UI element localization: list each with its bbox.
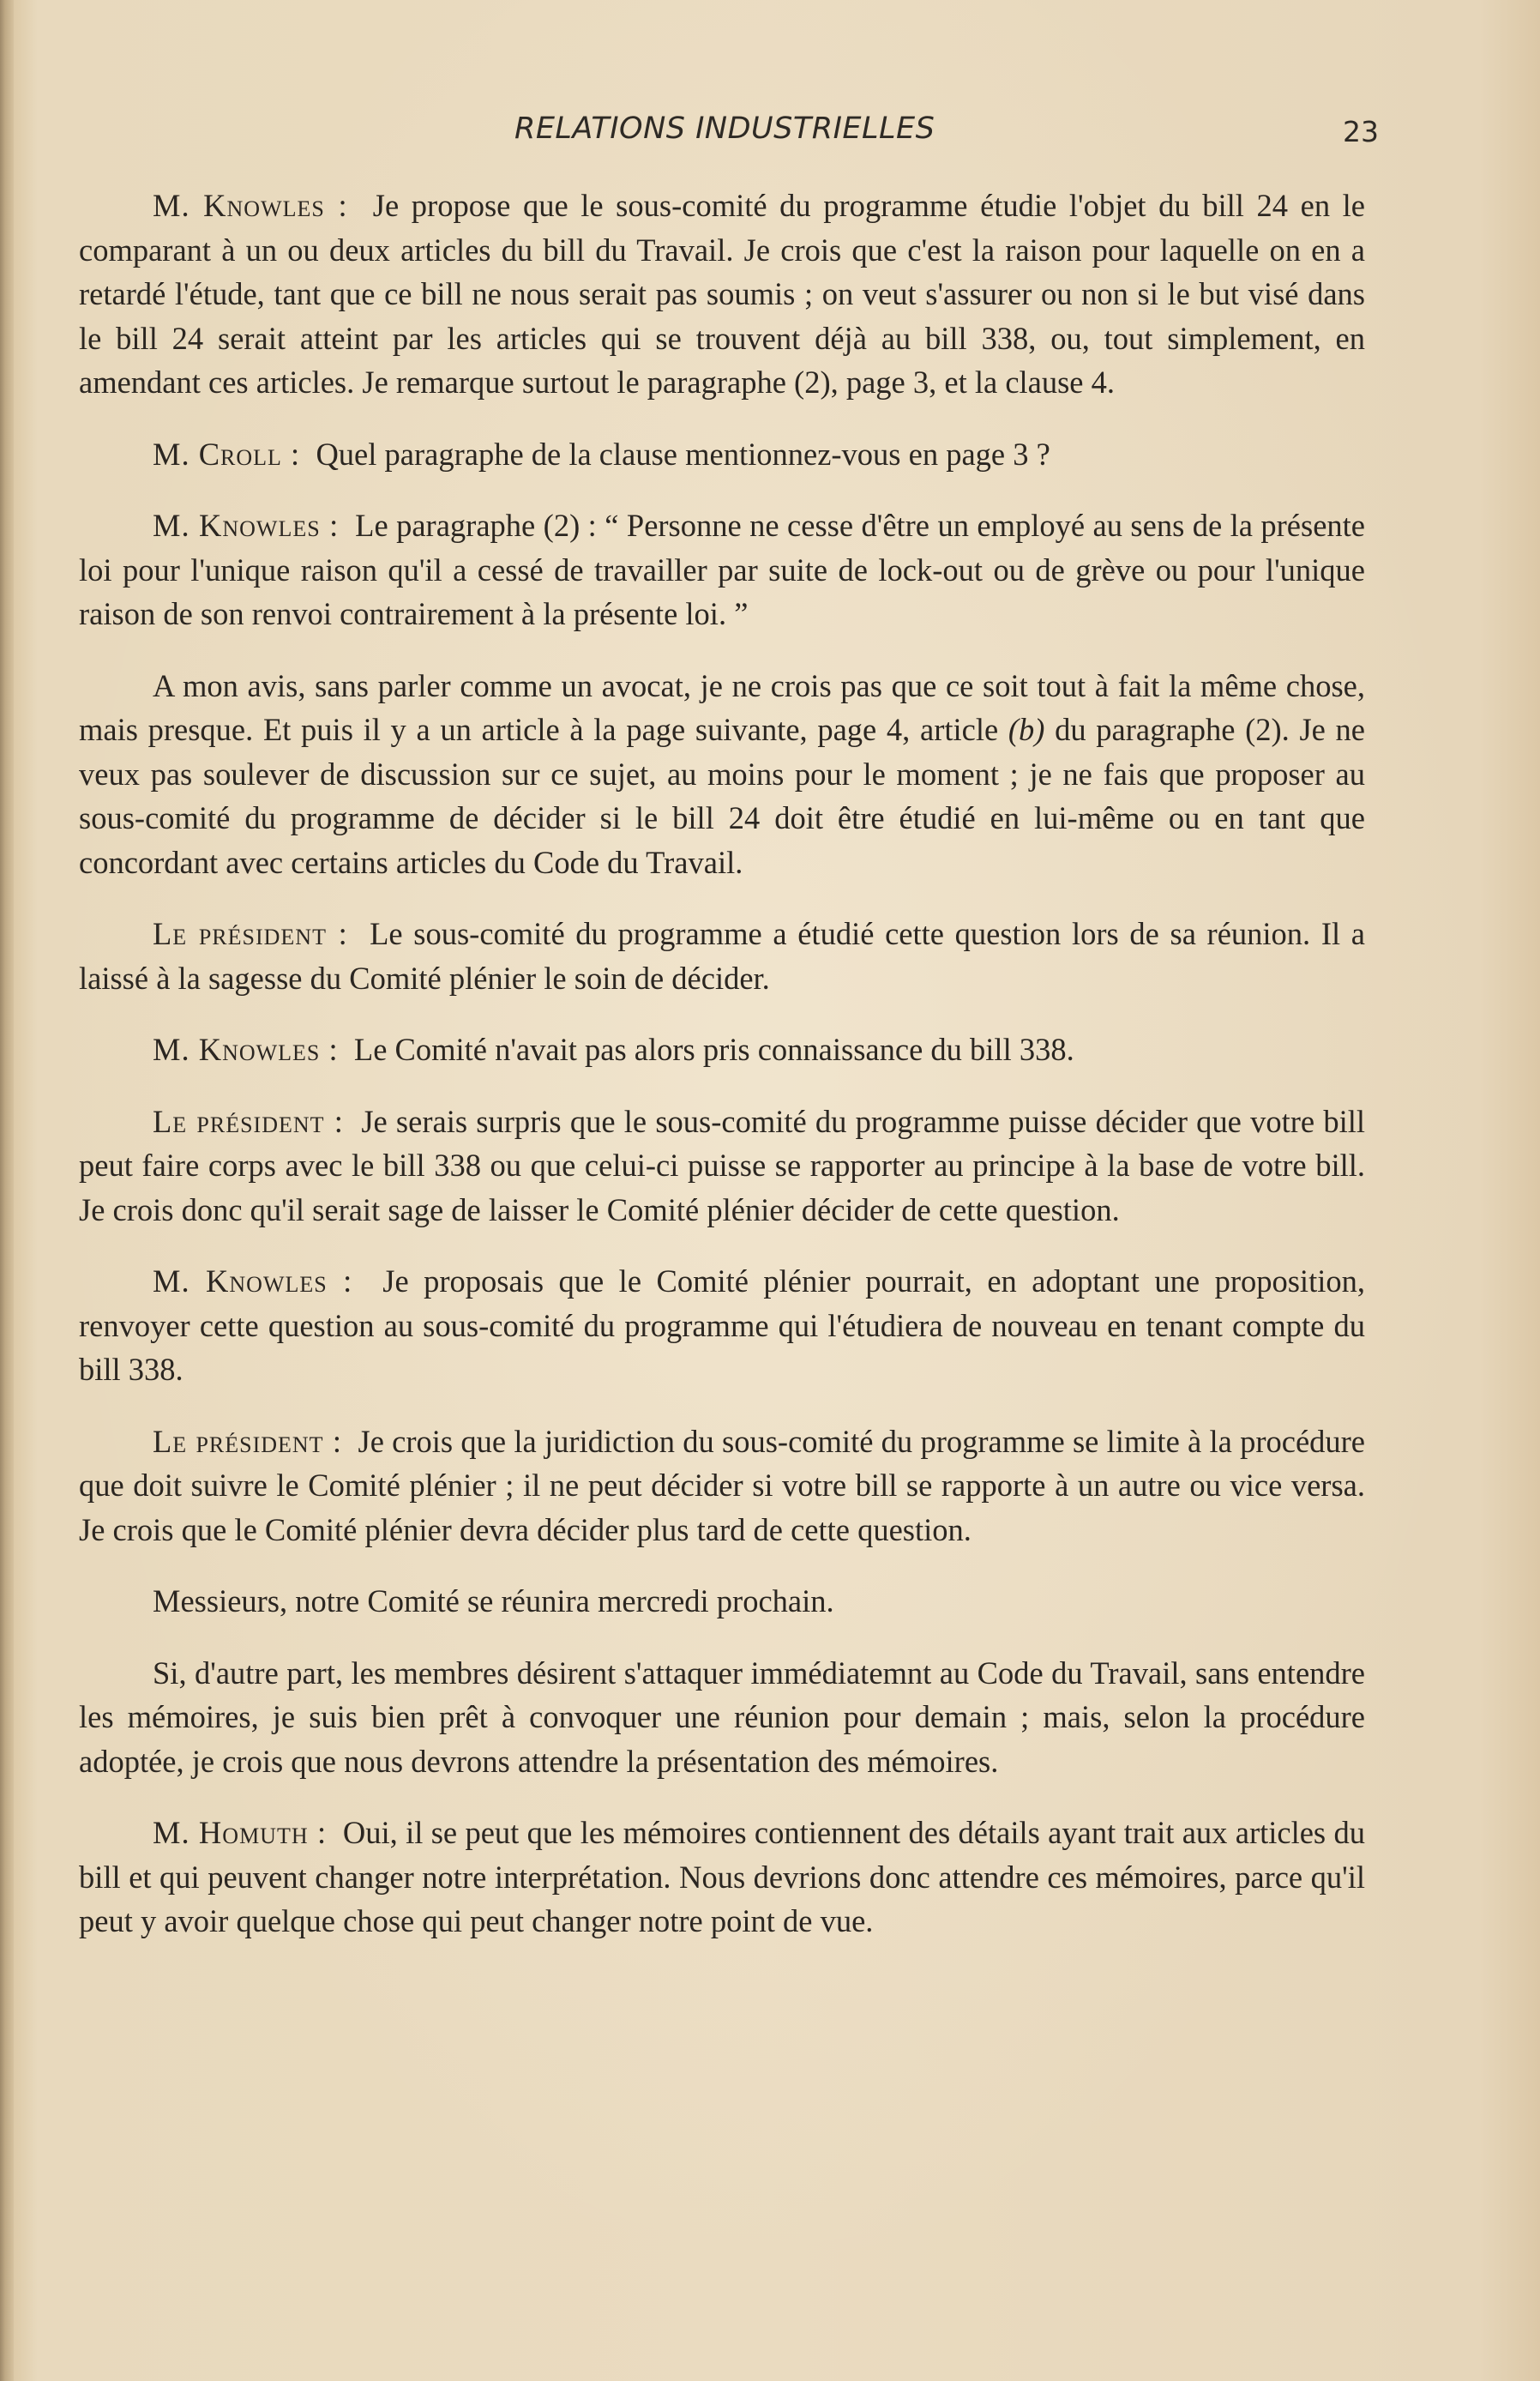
speaker-name: M. Homuth :: [153, 1815, 328, 1850]
paragraph: [79, 1100, 1365, 1233]
paragraph: [79, 503, 1365, 636]
paragraph: [79, 1420, 1365, 1552]
paragraph: [79, 432, 1365, 477]
paragraph-text: Le sous-comité du programme a étudié cette question lors de sa réunion. Il a laissé à la sagesse du Comité plénier le soin de décider.: [79, 916, 1365, 996]
speaker-name: M. Knowles :: [153, 1263, 353, 1299]
paragraph-text: du paragraphe (2). Je ne veux pas soulever de discussion sur ce sujet, au moins pour le moment ; je ne fais que proposer au sous-comité du programme de décider si le bill 24 doit être étudié en lui-même ou en tant que concordant avec certains articles du Code du Travail.: [79, 712, 1365, 880]
page-binding-edge: [0, 0, 14, 2381]
paragraph: [79, 1028, 1365, 1072]
running-title: RELATIONS INDUSTRIELLES: [514, 112, 935, 146]
speaker-name: Le président :: [153, 1423, 342, 1459]
paragraph-text: Quel paragraphe de la clause mentionnez-vous en page 3 ?: [316, 436, 1050, 472]
paragraph: [79, 664, 1365, 885]
speaker-name: M. Knowles :: [153, 1032, 339, 1067]
paragraph-text: Oui, il se peut que les mémoires contiennent des détails ayant trait aux articles du bill et qui peuvent changer notre interprétation. Nous devrions donc attendre ces mémoires, parce qu'il peut y avoir quelque chose qui peut changer notre point de vue.: [79, 1815, 1365, 1938]
speaker-name: M. Knowles :: [153, 508, 340, 543]
paragraph: [79, 1579, 1365, 1624]
paragraph-text: Si, d'autre part, les membres désirent s'attaquer immédiatemnt au Code du Travail, sans entendre les mémoires, je suis bien prêt à convoquer une réunion pour demain ; mais, selon la procédure adoptée, je crois que nous devrons attendre la présentation des mémoires.: [79, 1655, 1365, 1779]
running-header: [0, 112, 1540, 154]
paragraph-text: Messieurs, notre Comité se réunira mercredi prochain.: [153, 1583, 834, 1618]
paragraph: [79, 1811, 1365, 1944]
speaker-name: M. Knowles :: [153, 188, 348, 223]
paragraph: [79, 1259, 1365, 1392]
paragraph: [79, 1651, 1365, 1784]
speaker-name: M. Croll :: [153, 436, 301, 472]
emphasized-text: (b): [1008, 712, 1045, 747]
paragraph-text: Le paragraphe (2) : “ Personne ne cesse d'être un employé au sens de la présente loi pour l'unique raison qu'il a cessé de travailler par suite de lock-out ou de grève ou pour l'unique raison de son renvoi contrairement à la présente loi. ”: [79, 508, 1365, 631]
paragraph-text: Je crois que la juridiction du sous-comité du programme se limite à la procédure que doit suivre le Comité plénier ; il ne peut décider si votre bill se rapporte à un autre ou vice versa. Je crois que le Comité plénier devra décider plus tard de cette question.: [79, 1423, 1366, 1547]
paragraph-text: Le Comité n'avait pas alors pris connaissance du bill 338.: [353, 1032, 1074, 1067]
paragraph: [79, 912, 1365, 1000]
paragraph-text: Je proposais que le Comité plénier pourrait, en adoptant une proposition, renvoyer cette question au sous-comité du programme qui l'étudiera de nouveau en tenant compte du bill 338.: [79, 1263, 1365, 1387]
paragraph: [79, 184, 1365, 405]
paragraph-text: A mon avis, sans parler comme un avocat, je ne crois pas que ce soit tout à fait la même chose, mais presque. Et puis il y a un article à la page suivante, page 4, article: [79, 667, 1365, 747]
speaker-name: Le président :: [153, 1103, 344, 1139]
paragraph-text: Je serais surpris que le sous-comité du programme puisse décider que votre bill peut faire corps avec le bill 338 ou que celui-ci puisse se rapporter au principe à la base de votre bill. Je crois donc qu'il serait sage de laisser le Comité plénier décider de cette question.: [79, 1103, 1365, 1227]
speaker-name: Le président :: [153, 916, 348, 951]
paragraph-text: Je propose que le sous-comité du programme étudie l'objet du bill 24 en le comparant à un ou deux articles du bill du Travail. Je crois que c'est la raison pour laquelle on en a retardé l'étude, tant que ce bill ne nous serait pas soumis ; on veut s'assurer ou non si le but visé dans le bill 24 serait atteint par les articles qui se trouvent déjà au bill 338, ou, tout simplement, en amendant ces articles. Je remarque surtout le paragraphe (2), page 3, et la clause 4.: [79, 188, 1366, 400]
page-body: [79, 184, 1365, 1971]
page-number: 23: [1343, 115, 1379, 148]
